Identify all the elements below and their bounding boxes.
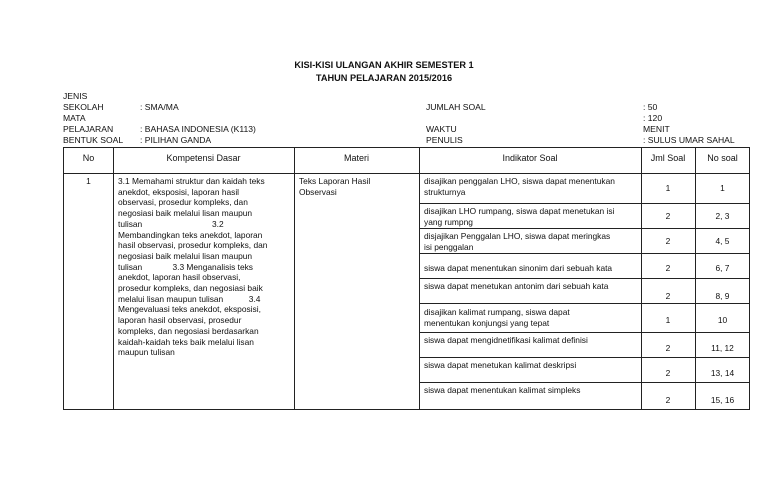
indikator-row-4: siswa dapat menentukan sinonim dari sebuah kata xyxy=(424,263,613,273)
penulis-label: PENULIS xyxy=(426,135,463,145)
jumlah-soal-label: JUMLAH SOAL xyxy=(426,102,486,112)
pelajaran-label: PELAJARAN xyxy=(63,124,114,134)
kompetensi-line: laporan hasil observasi, prosedur xyxy=(118,315,242,326)
materi-line: Observasi xyxy=(299,186,337,197)
materi-line: Teks Laporan Hasil xyxy=(299,176,371,186)
waktu-value-unit: MENIT xyxy=(643,124,670,134)
no-soal-row-9: 15, 16 xyxy=(710,395,735,405)
indikator-row-7: siswa dapat mengidnetifikasi kalimat definisi xyxy=(424,335,588,345)
bentuk-soal-label: BENTUK SOAL xyxy=(63,135,124,145)
jumlah-soal-value: : 50 xyxy=(643,102,658,112)
header-no: No xyxy=(82,153,95,163)
kompetensi-line: kompleks, dan negosiasi berdasarkan xyxy=(118,325,259,336)
sekolah-value: : SMA/MA xyxy=(140,102,179,112)
kompetensi-line: kaidah-kaidah teks baik melalui lisan xyxy=(118,336,254,347)
kompetensi-line: negosiasi baik melalui lisan maupun xyxy=(118,250,253,261)
pelajaran-value: : BAHASA INDONESIA (K113) xyxy=(140,124,256,134)
kisi-kisi-table xyxy=(63,147,750,410)
jenis-label: JENIS xyxy=(63,91,88,101)
jml-soal-row-6: 1 xyxy=(665,315,671,325)
header-no-soal: No soal xyxy=(707,153,738,163)
kompetensi-line: 3.1 Memahami struktur dan kaidah teks xyxy=(118,176,265,186)
kompetensi-line: observasi, prosedur kompleks, dan xyxy=(118,197,248,208)
kompetensi-line: hasil observasi, prosedur kompleks, dan xyxy=(118,240,268,251)
indikator-row-5: siswa dapat menetukan antonim dari sebuah kata xyxy=(424,281,609,291)
no-soal-row-6: 10 xyxy=(717,315,728,325)
sekolah-label: SEKOLAH xyxy=(63,102,104,112)
no-soal-row-1: 1 xyxy=(720,183,725,193)
waktu-value-number: : 120 xyxy=(643,113,663,123)
document-title: KISI-KISI ULANGAN AKHIR SEMESTER 1 xyxy=(294,60,474,70)
jml-soal-row-8: 2 xyxy=(665,368,671,378)
jml-soal-row-7: 2 xyxy=(665,343,671,353)
kompetensi-line: Mengevaluasi teks anekdot, eksposisi, xyxy=(118,304,261,315)
no-soal-row-4: 6, 7 xyxy=(715,263,730,273)
bentuk-soal-value: : PILIHAN GANDA xyxy=(140,135,212,145)
indikator-row-1: disajikan penggalan LHO, siswa dapat menentukan strukturnya xyxy=(424,176,615,197)
kompetensi-line: prosedur kompleks, dan negosiasi baik xyxy=(118,283,263,294)
jml-soal-row-9: 2 xyxy=(665,395,671,405)
indikator-row-9: siswa dapat menentukan kalimat simpleks xyxy=(424,385,581,395)
kompetensi-dasar-text xyxy=(118,176,292,358)
waktu-label: WAKTU xyxy=(426,124,457,134)
jml-soal-row-1: 1 xyxy=(665,183,671,193)
kompetensi-line: melalui lisan maupun tulisan 3.4 xyxy=(118,293,261,304)
materi-text xyxy=(299,176,417,197)
kompetensi-line: anekdot, laporan hasil observasi, xyxy=(118,272,241,283)
header-kompetensi-dasar: Kompetensi Dasar xyxy=(166,153,241,163)
document-subtitle: TAHUN PELAJARAN 2015/2016 xyxy=(315,73,453,83)
kompetensi-line: tulisan 3.2 xyxy=(118,218,224,229)
kompetensi-line: maupun tulisan xyxy=(118,347,175,358)
kompetensi-line: negosiasi baik melalui lisan maupun xyxy=(118,208,253,219)
indikator-row-6: disajikan kalimat rumpang, siswa dapat menentukan konjungsi yang tepat xyxy=(424,307,570,328)
no-soal-row-5: 8, 9 xyxy=(715,291,730,301)
jml-soal-row-5: 2 xyxy=(665,291,671,301)
row-number: 1 xyxy=(86,176,91,186)
kompetensi-line: Membandingkan teks anekdot, laporan xyxy=(118,229,263,240)
no-soal-row-8: 13, 14 xyxy=(710,368,735,378)
indikator-row-3: disjajikan Penggalan LHO, siswa dapat meringkas isi penggalan xyxy=(424,231,611,252)
no-soal-row-3: 4, 5 xyxy=(715,236,730,246)
header-materi: Materi xyxy=(343,153,369,163)
header-jml-soal: Jml Soal xyxy=(650,153,686,163)
jml-soal-row-4: 2 xyxy=(665,263,671,273)
jml-soal-row-3: 2 xyxy=(665,236,671,246)
header-indikator-soal: Indikator Soal xyxy=(502,153,558,163)
no-soal-row-2: 2, 3 xyxy=(715,211,730,221)
mata-label: MATA xyxy=(63,113,86,123)
penulis-value: : SULUS UMAR SAHAL xyxy=(643,135,735,145)
kompetensi-line: anekdot, eksposisi, laporan hasil xyxy=(118,186,240,197)
no-soal-row-7: 11, 12 xyxy=(711,343,734,353)
indikator-row-8: siswa dapat menetukan kalimat deskripsi xyxy=(424,360,577,370)
jml-soal-row-2: 2 xyxy=(665,211,671,221)
indikator-row-2: disajikan LHO rumpang, siswa dapat menetukan isi yang rumpng xyxy=(424,206,615,227)
kompetensi-line: tulisan 3.3 Menganalisis teks xyxy=(118,261,253,272)
